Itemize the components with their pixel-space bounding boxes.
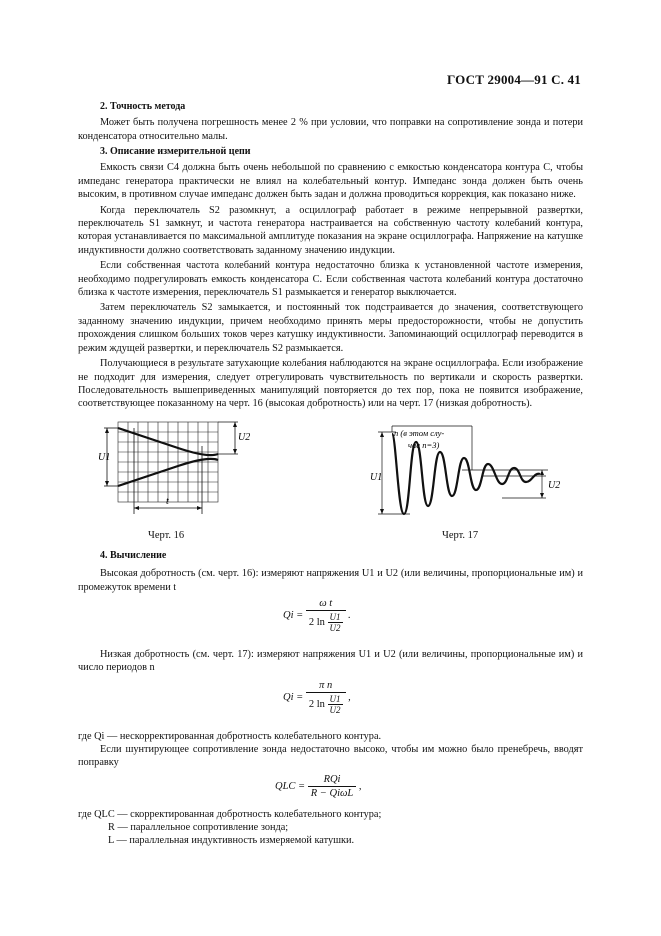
fig17-u1-label: U1 (370, 472, 383, 483)
paragraph: Затем переключатель S2 замыкается, и постоянный ток подстраивается до значения, соответствующего заданному значению индукции, причем необходимо принять меры предосторожности, чтобы не допустить прохождения слишком больших токов через катушку индуктивности. Запоминающий осциллограф переводится в режим ждущей развертки, и переключатель S2 размыкается. (78, 302, 583, 354)
formula-denominator: R − QiωL (310, 788, 354, 799)
paragraph: Получающиеся в результате затухающие колебания наблюдаются на экране осциллографа. Если изображение не подходит для измерения, следует отрегулировать чувствительность по вертикали и скорость развертки. Последовательность вышеприведенных манипуляций повторяется до тех пор, пока не появится изображение, соответствующее показанному на черт. 16 (высокая добротность) или на черт. 17 (низкая добротность). (78, 358, 583, 410)
paragraph: Может быть получена погрешность менее 2 % при условии, что поправки на сопротивление зонда и потери конденсатора относительно малы. (78, 117, 583, 142)
section-heading: 3. Описание измерительной цепи (100, 146, 251, 157)
formula-denominator (306, 611, 346, 633)
paragraph: Емкость связи C4 должна быть очень небольшой по сравнению с емкостью конденсатора контура C, чтобы импеданс генератора практически не влиял на колебательный контур. Импеданс зонда должен быть очень высоким, в противном случае импеданс должен быть задан и должна проводиться коррекция, как показано ниже. (78, 162, 583, 201)
figure-16-caption: Черт. 16 (148, 530, 185, 541)
section-heading: 4. Вычисление (100, 550, 167, 561)
ratio-numerator: U1 (329, 694, 341, 704)
ln-prefix: 2 ln (308, 698, 325, 710)
voltage-ratio (328, 694, 343, 715)
ln-prefix: 2 ln (308, 616, 325, 628)
formula-numerator: π n (306, 680, 346, 693)
formula-end: , (348, 691, 351, 703)
definition-r: R — параллельное сопротивление зонда; (108, 822, 289, 833)
formula-numerator: RQi (308, 774, 357, 787)
definition-l: L — параллельная индуктивность измеряемой катушки. (108, 835, 355, 846)
formula-lhs: Qi = (283, 691, 304, 703)
formula-denominator (306, 693, 346, 715)
ratio-denominator: U2 (329, 705, 341, 715)
fig16-u1-label: U1 (98, 452, 111, 463)
formula-fraction (306, 680, 346, 715)
section-3 (78, 145, 583, 411)
fig16-t-label: t (166, 496, 169, 507)
formula-end: , (358, 780, 362, 792)
formula-lhs: Qi = (283, 609, 304, 621)
figure-16-oscillogram (98, 416, 251, 520)
section-2 (78, 100, 583, 143)
figure-17-oscillogram (362, 424, 561, 520)
voltage-ratio (328, 612, 343, 633)
formula-low-q (283, 680, 351, 715)
formula-fraction (308, 774, 357, 799)
fig17-u2-label: U2 (548, 480, 561, 491)
section-heading: 2. Точность метода (100, 101, 186, 112)
fig17-note-line1: n (в этом слу- (394, 428, 445, 438)
fig16-u2-label: U2 (238, 432, 251, 443)
ratio-numerator: U1 (329, 612, 341, 622)
paragraph-correction: Если шунтирующее сопротивление зонда недостаточно высоко, чтобы им можно было пренебречь, вводят поправку (78, 744, 583, 769)
formula-lhs: QLC = (275, 780, 306, 792)
section-4 (78, 549, 583, 594)
formula-corrected-q (275, 774, 362, 799)
paragraph: Когда переключатель S2 разомкнут, а осциллограф работает в режиме непрерывной развертки, переключатель S1 замкнут, и частота генератора настраивается на собственную частоту колебаний контура, которая устанавливается по максимальной амплитуде показания на экране осциллографа. Напряжение на катушке индуктивности должно соответствовать заданному значению индукции. (78, 204, 583, 256)
page-header: ГОСТ 29004—91 С. 41 (447, 72, 581, 87)
paragraph: Если собственная частота колебаний контура недостаточно близка к установленной частоте измерения, необходимо подрегулировать емкость конденсатора C. Если собственная частота колебаний контура достаточно близка к частоте измерения, переключатель S1 размыкается и генератор выключается. (78, 260, 583, 299)
fig17-guides (378, 426, 548, 514)
definition-qlc: где QLC — скорректированная добротность колебательного контура; (78, 809, 382, 820)
paragraph-low-q: Низкая добротность (см. черт. 17): измеряют напряжения U1 и U2 (или величины, пропорциональные им) и число периодов n (78, 649, 583, 674)
formula-high-q (283, 598, 351, 633)
ratio-denominator: U2 (329, 623, 341, 633)
formula-end: . (348, 609, 351, 621)
formula-numerator: ω t (306, 598, 346, 611)
fig17-note-line2: чае n=3) (408, 440, 440, 450)
formula-fraction (306, 598, 346, 633)
figure-17-caption: Черт. 17 (442, 530, 479, 541)
paragraph: Высокая добротность (см. черт. 16): измеряют напряжения U1 и U2 (или величины, пропорциональные им) и промежуток времени t (78, 568, 583, 593)
definition-qi: где Qi — нескорректированная добротность колебательного контура. (78, 731, 382, 742)
